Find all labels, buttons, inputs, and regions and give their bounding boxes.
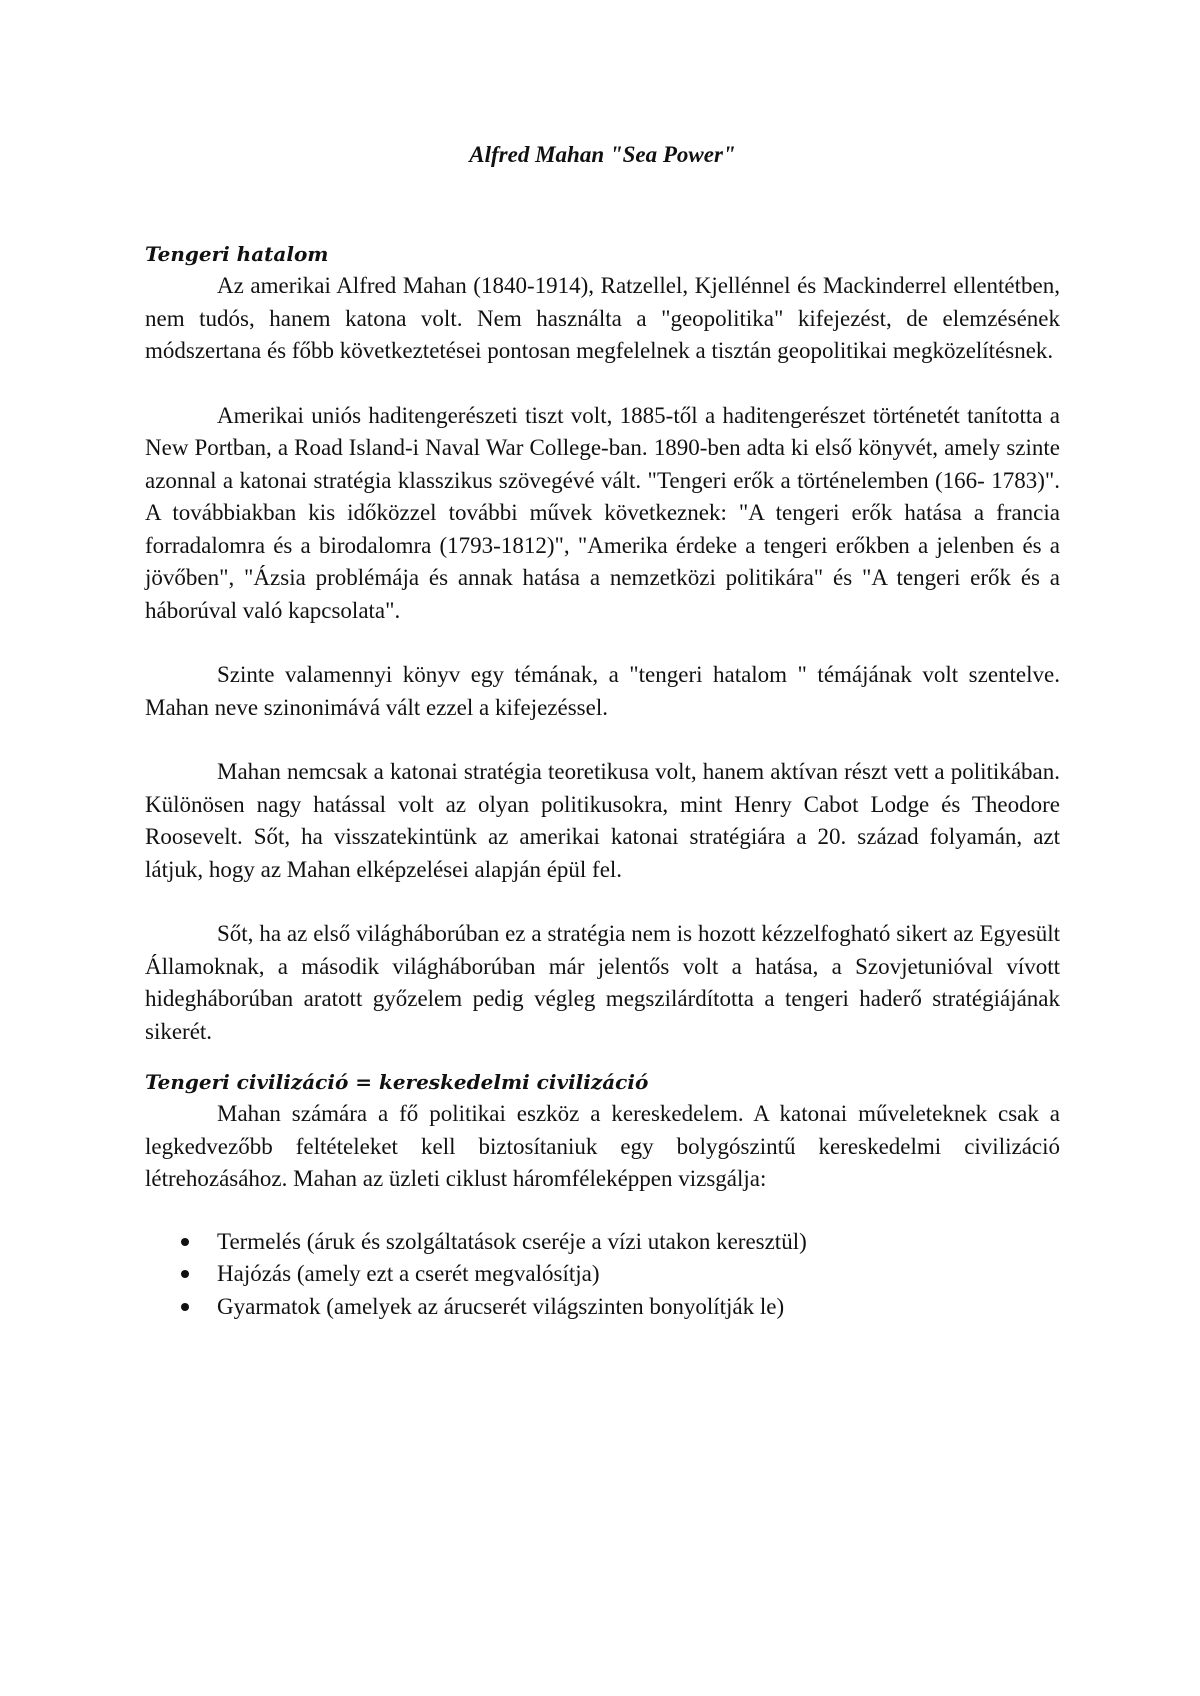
paragraph: Az amerikai Alfred Mahan (1840-1914), Ratzellel, Kjellénnel és Mackinderrel ellentétben, nem tudós, hanem katona volt. Nem használta a "geopolitika" kifejezést, de elemzésének módszertana és főbb következtetései pontosan megfelelnek a tisztán geopolitikai megközelítésnek. (145, 273, 1060, 363)
section-heading: Tengeri civilizáció = kereskedelmi civilizáció (145, 1070, 649, 1094)
paragraph: Mahan nemcsak a katonai stratégia teoretikusa volt, hanem aktívan részt vett a politikában. Különösen nagy hatással volt az olyan politikusokra, mint Henry Cabot Lodge és Theodore Roosevelt. Sőt, ha visszatekintünk az amerikai katonai stratégiára a 20. század folyamán, azt látjuk, hogy az Mahan elképzelései alapján épül fel. (145, 759, 1060, 882)
paragraph: Sőt, ha az első világháborúban ez a stratégia nem is hozott kézzelfogható sikert az Egyesült Államoknak, a második világháborúban már jelentős volt a hatása, a Szovjetunióval vívott hidegháborúban aratott győzelem pedig végleg megszilárdította a tengeri haderő stratégiájának sikerét. (145, 921, 1060, 1044)
document-body (145, 140, 1060, 1323)
list-item (145, 1258, 1060, 1291)
bullet-icon (181, 1270, 189, 1278)
document-title: Alfred Mahan "Sea Power" (469, 142, 736, 167)
paragraph: Amerikai uniós haditengerészeti tiszt volt, 1885-től a haditengerészet történetét tanította a New Portban, a Road Island-i Naval War College-ban. 1890-ben adta ki első könyvét, amely szinte azonnal a katonai stratégia klasszikus szövegévé vált. "Tengeri erők a történelemben (166- 1783)". A továbbiakban kis időközzel további művek következnek: "A tengeri erők hatása a francia forradalomra és a birodalomra (1793-1812)", "Amerika érdeke a tengeri erőkben a jelenben és a jövőben", "Ázsia problémája és annak hatása a nemzetközi politikára" és "A tengeri erők és a háborúval való kapcsolata". (145, 402, 1060, 623)
paragraph: Mahan számára a fő politikai eszköz a kereskedelem. A katonai műveleteknek csak a legkedvezőbb feltételeket kell biztosítaniuk egy bolygószintű kereskedelmi civilizáció létrehozásához. Mahan az üzleti ciklust háromféleképpen vizsgálja: (145, 1101, 1060, 1191)
list-item-text: Termelés (áruk és szolgáltatások cseréje a vízi utakon keresztül) (217, 1228, 807, 1254)
section-heading: Tengeri hatalom (145, 242, 329, 266)
section-tengeri-civilizacio (145, 1066, 1060, 1323)
paragraph: Szinte valamennyi könyv egy témának, a "tengeri hatalom " témájának volt szentelve. Mahan neve szinonimává vált ezzel a kifejezéssel. (145, 662, 1060, 720)
section-tengeri-hatalom (145, 238, 1060, 1048)
bullet-icon (181, 1303, 189, 1311)
list-item-text: Hajózás (amely ezt a cserét megvalósítja) (217, 1261, 600, 1286)
list-item (145, 1226, 1060, 1259)
list-item-text: Gyarmatok (amelyek az árucserét világszinten bonyolítják le) (217, 1293, 785, 1319)
bullet-list (145, 1226, 1060, 1324)
list-item (145, 1291, 1060, 1324)
bullet-icon (181, 1238, 189, 1246)
